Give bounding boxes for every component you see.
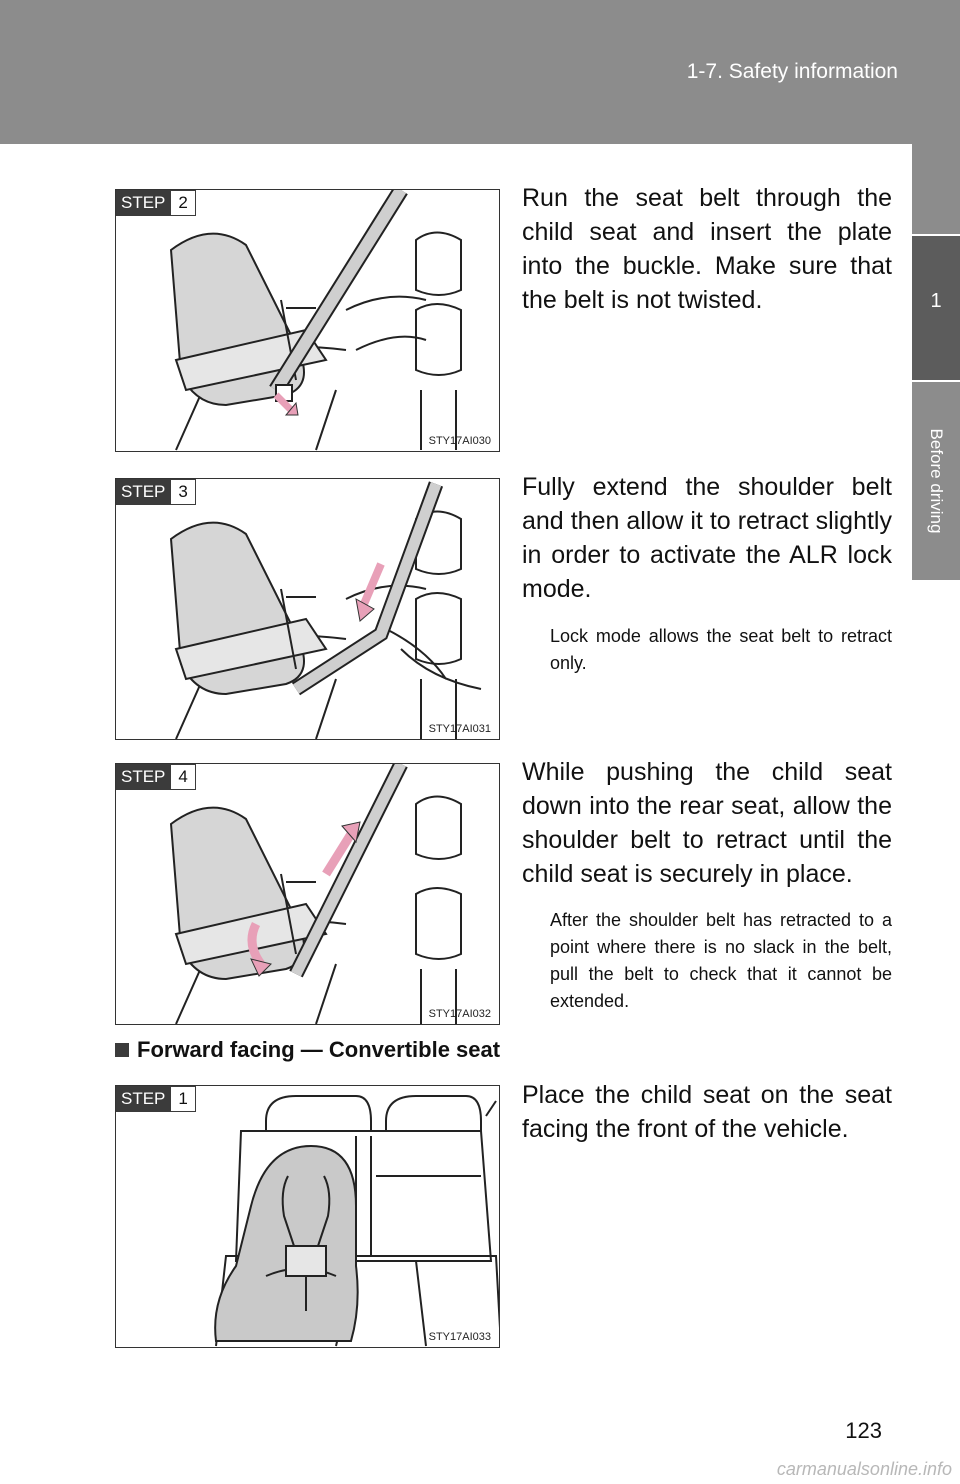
- child-seat-illustration: [116, 479, 500, 740]
- step-label: STEP: [116, 190, 171, 216]
- side-tab-top: [912, 144, 960, 234]
- child-seat-illustration: [116, 190, 500, 452]
- step-4-note: After the shoulder belt has retracted to a point where there is no slack in the belt, pull the belt to check that it cannot be extended.: [550, 910, 892, 1011]
- step-number: 2: [171, 190, 195, 216]
- step-badge: [116, 764, 196, 790]
- section-title: 1-7. Safety information: [686, 60, 898, 83]
- figure-code: STY17AI030: [428, 435, 491, 447]
- step-1-text: Place the child seat on the seat facing the front of the vehicle.: [522, 1081, 892, 1143]
- step-3-note: Lock mode allows the seat belt to retract only.: [550, 626, 892, 673]
- step-label: STEP: [116, 764, 171, 790]
- step-number: 3: [171, 479, 195, 505]
- figure-step-4: [115, 763, 500, 1025]
- step-3-text: Fully extend the shoulder belt and then allow it to retract slightly in order to activate the ALR lock mode.: [522, 473, 892, 603]
- figure-step-2: [115, 189, 500, 452]
- figure-code: STY17AI031: [428, 723, 491, 735]
- watermark: carmanualsonline.info: [776, 1459, 952, 1479]
- figure-step-1: [115, 1085, 500, 1348]
- square-bullet-icon: [115, 1043, 129, 1057]
- chapter-number: 1: [930, 290, 942, 312]
- step-4-text: While pushing the child seat down into the rear seat, allow the shoulder belt to retract until the child seat is securely in place.: [522, 758, 892, 888]
- step-badge: [116, 190, 196, 216]
- page-number: 123: [845, 1418, 882, 1443]
- step-badge: [116, 1086, 196, 1112]
- step-2-text: Run the seat belt through the child seat and insert the plate into the buckle. Make sure that the belt is not twisted.: [522, 184, 892, 314]
- convertible-seat-illustration: [116, 1086, 500, 1348]
- step-label: STEP: [116, 479, 171, 505]
- step-number: 4: [171, 764, 195, 790]
- section-heading: [115, 1037, 500, 1063]
- figure-step-3: [115, 478, 500, 740]
- figure-code: STY17AI032: [428, 1008, 491, 1020]
- figure-code: STY17AI033: [428, 1331, 491, 1343]
- side-tab-chapter: [912, 236, 960, 380]
- section-heading-text: Forward facing — Convertible seat: [137, 1037, 501, 1062]
- step-label: STEP: [116, 1086, 171, 1112]
- child-seat-illustration: [116, 764, 500, 1025]
- step-number: 1: [171, 1086, 195, 1112]
- chapter-title: Before driving: [927, 428, 946, 534]
- step-badge: [116, 479, 196, 505]
- page-header: [0, 0, 960, 144]
- side-tab-label: [912, 382, 960, 580]
